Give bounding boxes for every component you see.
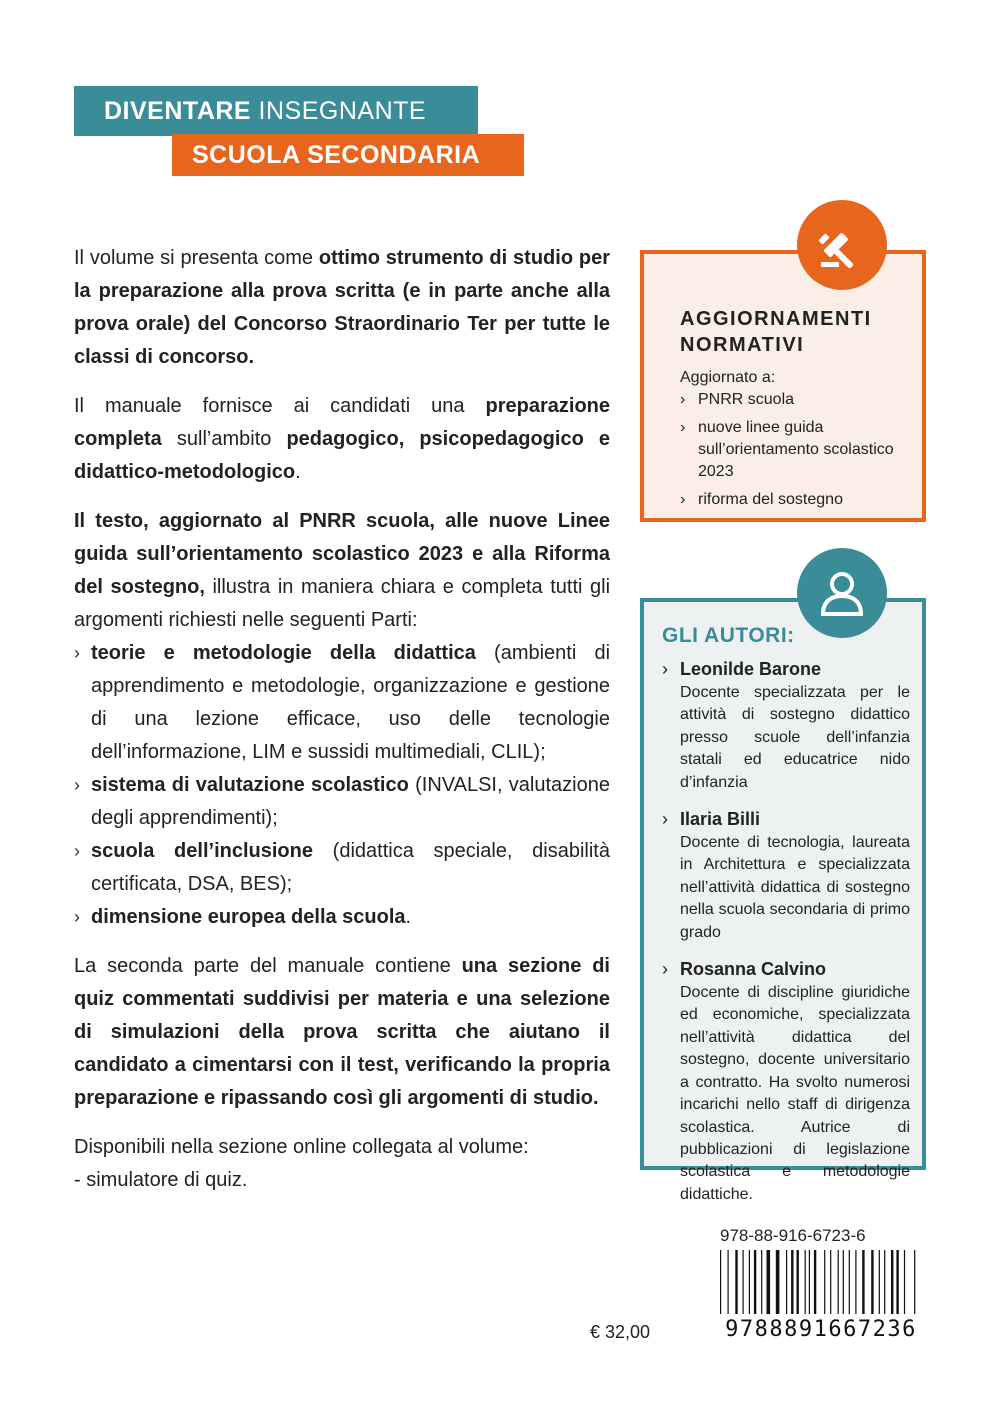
barcode-bar bbox=[855, 1250, 856, 1314]
part-title: scuola dell’inclusione bbox=[91, 840, 313, 862]
chevron-right-icon: › bbox=[680, 419, 686, 436]
paragraph-quiz bbox=[74, 950, 610, 1115]
part-detail: (INVALSI, valutazione degli apprendimenti); bbox=[91, 774, 610, 829]
part-item bbox=[74, 901, 610, 934]
paragraph-contents bbox=[74, 505, 610, 637]
part-title: dimensione europea della scuola bbox=[91, 906, 406, 928]
part-detail: (ambienti di apprendimento e metodologie, organizzazione e gestione di una lezione efficace, uso delle tecnologie dell’informazione, LIM e sussidi multimediali, CLIL); bbox=[91, 642, 611, 763]
authors-list bbox=[662, 656, 910, 1218]
part-item bbox=[74, 637, 610, 769]
text-run: Il testo, aggiornato al PNRR scuola, alle nuove Linee guida sull’orientamento scolastico 2023 e alla Riforma del sostegno, bbox=[74, 510, 610, 598]
series-name-light: INSEGNANTE bbox=[251, 97, 427, 125]
barcode-bar bbox=[814, 1250, 816, 1314]
text-run: pedagogico, psicopedagogico e didattico-metodologico bbox=[74, 428, 610, 483]
barcode-bar bbox=[761, 1250, 762, 1314]
text-run: Il manuale fornisce ai candidati una bbox=[74, 395, 486, 417]
barcode-bar bbox=[884, 1250, 885, 1314]
chevron-right-icon: › bbox=[74, 643, 80, 663]
text-run: sull’ambito bbox=[161, 428, 287, 450]
updates-title-line1: AGGIORNAMENTI bbox=[680, 308, 872, 330]
isbn: 978-88-916-6723-6 bbox=[720, 1226, 866, 1245]
authors-title: GLI AUTORI: bbox=[662, 624, 795, 647]
description bbox=[74, 242, 610, 1197]
updates-title bbox=[680, 306, 872, 358]
author-bio: Docente di tecnologia, laureata in Architettura e specializzata nell’attività didattica di sostegno nella scuola secondaria di primo grado bbox=[680, 834, 910, 941]
barcode-bar bbox=[904, 1250, 905, 1314]
chevron-right-icon: › bbox=[662, 659, 668, 679]
update-text: PNRR scuola bbox=[698, 391, 795, 408]
text-run: ottimo strumento di studio per la preparazione alla prova scritta (e in parte anche alla prova orale) del Concorso Straordinario Ter per tutte le classi di concorso. bbox=[74, 247, 611, 368]
online-item: - simulatore di quiz. bbox=[74, 1169, 248, 1191]
barcode-bar bbox=[862, 1250, 864, 1314]
barcode-bar bbox=[754, 1250, 756, 1314]
part-detail: . bbox=[405, 906, 412, 928]
price: € 32,00 bbox=[590, 1322, 651, 1342]
part-item bbox=[74, 835, 610, 901]
paragraph-preparation bbox=[74, 390, 610, 489]
author-entry bbox=[662, 806, 910, 944]
updates-lead: Aggiornato a: bbox=[680, 369, 776, 386]
update-text: nuove linee guida sull’orientamento scolastico 2023 bbox=[698, 419, 894, 480]
part-title: teorie e metodologie della didattica bbox=[91, 642, 476, 664]
updates-title-line2: NORMATIVI bbox=[680, 334, 805, 356]
barcode-bar bbox=[871, 1250, 873, 1314]
text-run: una sezione di quiz commentati suddivisi per materia e una selezione di simulazioni della prova scritta che aiutano il candidato a cimentarsi con il test, verificando la propria preparazione e ripassando così gli argomenti di studio. bbox=[74, 955, 610, 1109]
update-item bbox=[680, 417, 910, 483]
barcode bbox=[718, 1250, 924, 1340]
barcode-bar bbox=[891, 1250, 893, 1314]
barcode-bar bbox=[728, 1250, 729, 1314]
barcode-bar bbox=[843, 1250, 844, 1314]
update-item bbox=[680, 489, 910, 511]
author-name: Leonilde Barone bbox=[680, 659, 822, 679]
user-icon bbox=[815, 566, 869, 620]
part-item bbox=[74, 769, 610, 835]
chevron-right-icon: › bbox=[74, 907, 80, 927]
chevron-right-icon: › bbox=[680, 391, 686, 408]
author-bio: Docente di discipline giuridiche ed economiche, specializzata nell’attività didattica del sostegno, docente universitario a contratto. Ha svolto numerosi incarichi nello staff di dirigenza scolastica. Autrice di pubblicazioni di legislazione scolastica e metodologie didattiche. bbox=[680, 984, 910, 1203]
barcode-bar bbox=[749, 1250, 750, 1314]
part-detail: (didattica speciale, disabilità certificata, DSA, BES); bbox=[91, 840, 610, 895]
author-name: Ilaria Billi bbox=[680, 809, 761, 830]
barcode-bar bbox=[735, 1250, 737, 1314]
barcode-bar bbox=[879, 1250, 880, 1314]
barcode-bar bbox=[809, 1250, 810, 1314]
barcode-bar bbox=[791, 1250, 793, 1314]
text-run: illustra in maniera chiara e completa tutti gli argomenti richiesti nelle seguenti Parti: bbox=[74, 576, 611, 631]
barcode-bar bbox=[896, 1250, 898, 1314]
barcode-bar bbox=[767, 1250, 771, 1314]
series-banner bbox=[74, 86, 478, 136]
text-run: La seconda parte del manuale contiene bbox=[74, 955, 462, 977]
barcode-bar bbox=[838, 1250, 839, 1314]
barcode-bar bbox=[776, 1250, 780, 1314]
author-bio: Docente specializzata per le attività di sostegno didattico presso scuole dell’infanzia statali ed educatrice nido d’infanzia bbox=[680, 684, 910, 791]
author-entry bbox=[662, 656, 910, 794]
author-name: Rosanna Calvino bbox=[680, 959, 827, 980]
chevron-right-icon: › bbox=[74, 841, 80, 861]
barcode-bar bbox=[914, 1250, 915, 1314]
parts-list bbox=[74, 637, 610, 934]
updates-badge bbox=[797, 200, 887, 290]
updates-list bbox=[680, 389, 910, 517]
series-name-bold: DIVENTARE bbox=[104, 97, 252, 125]
barcode-bar bbox=[743, 1250, 744, 1314]
text-run: . bbox=[295, 461, 301, 483]
online-note: Disponibili nella sezione online collegata al volume: bbox=[74, 1136, 529, 1158]
barcode-bar bbox=[830, 1250, 831, 1314]
text-run: preparazione completa bbox=[74, 395, 610, 450]
barcode-bar bbox=[786, 1250, 787, 1314]
barcode-bar bbox=[824, 1250, 825, 1314]
gavel-icon bbox=[815, 218, 869, 272]
barcode-bar bbox=[720, 1250, 721, 1314]
text-run: Il volume si presenta come bbox=[74, 247, 319, 269]
barcode-digits: 9788891667236 bbox=[725, 1317, 917, 1340]
chevron-right-icon: › bbox=[662, 809, 668, 830]
part-title: sistema di valutazione scolastico bbox=[91, 774, 409, 796]
paragraph-intro bbox=[74, 242, 610, 374]
barcode-bar bbox=[849, 1250, 850, 1314]
authors-badge bbox=[797, 548, 887, 638]
update-text: riforma del sostegno bbox=[698, 491, 843, 508]
update-item bbox=[680, 389, 910, 411]
chevron-right-icon: › bbox=[74, 775, 80, 795]
barcode-bar bbox=[805, 1250, 806, 1314]
barcode-bar bbox=[797, 1250, 799, 1314]
chevron-right-icon: › bbox=[680, 491, 686, 508]
author-entry bbox=[662, 956, 910, 1206]
chevron-right-icon: › bbox=[662, 959, 668, 980]
series-subtitle: SCUOLA SECONDARIA bbox=[172, 134, 524, 176]
